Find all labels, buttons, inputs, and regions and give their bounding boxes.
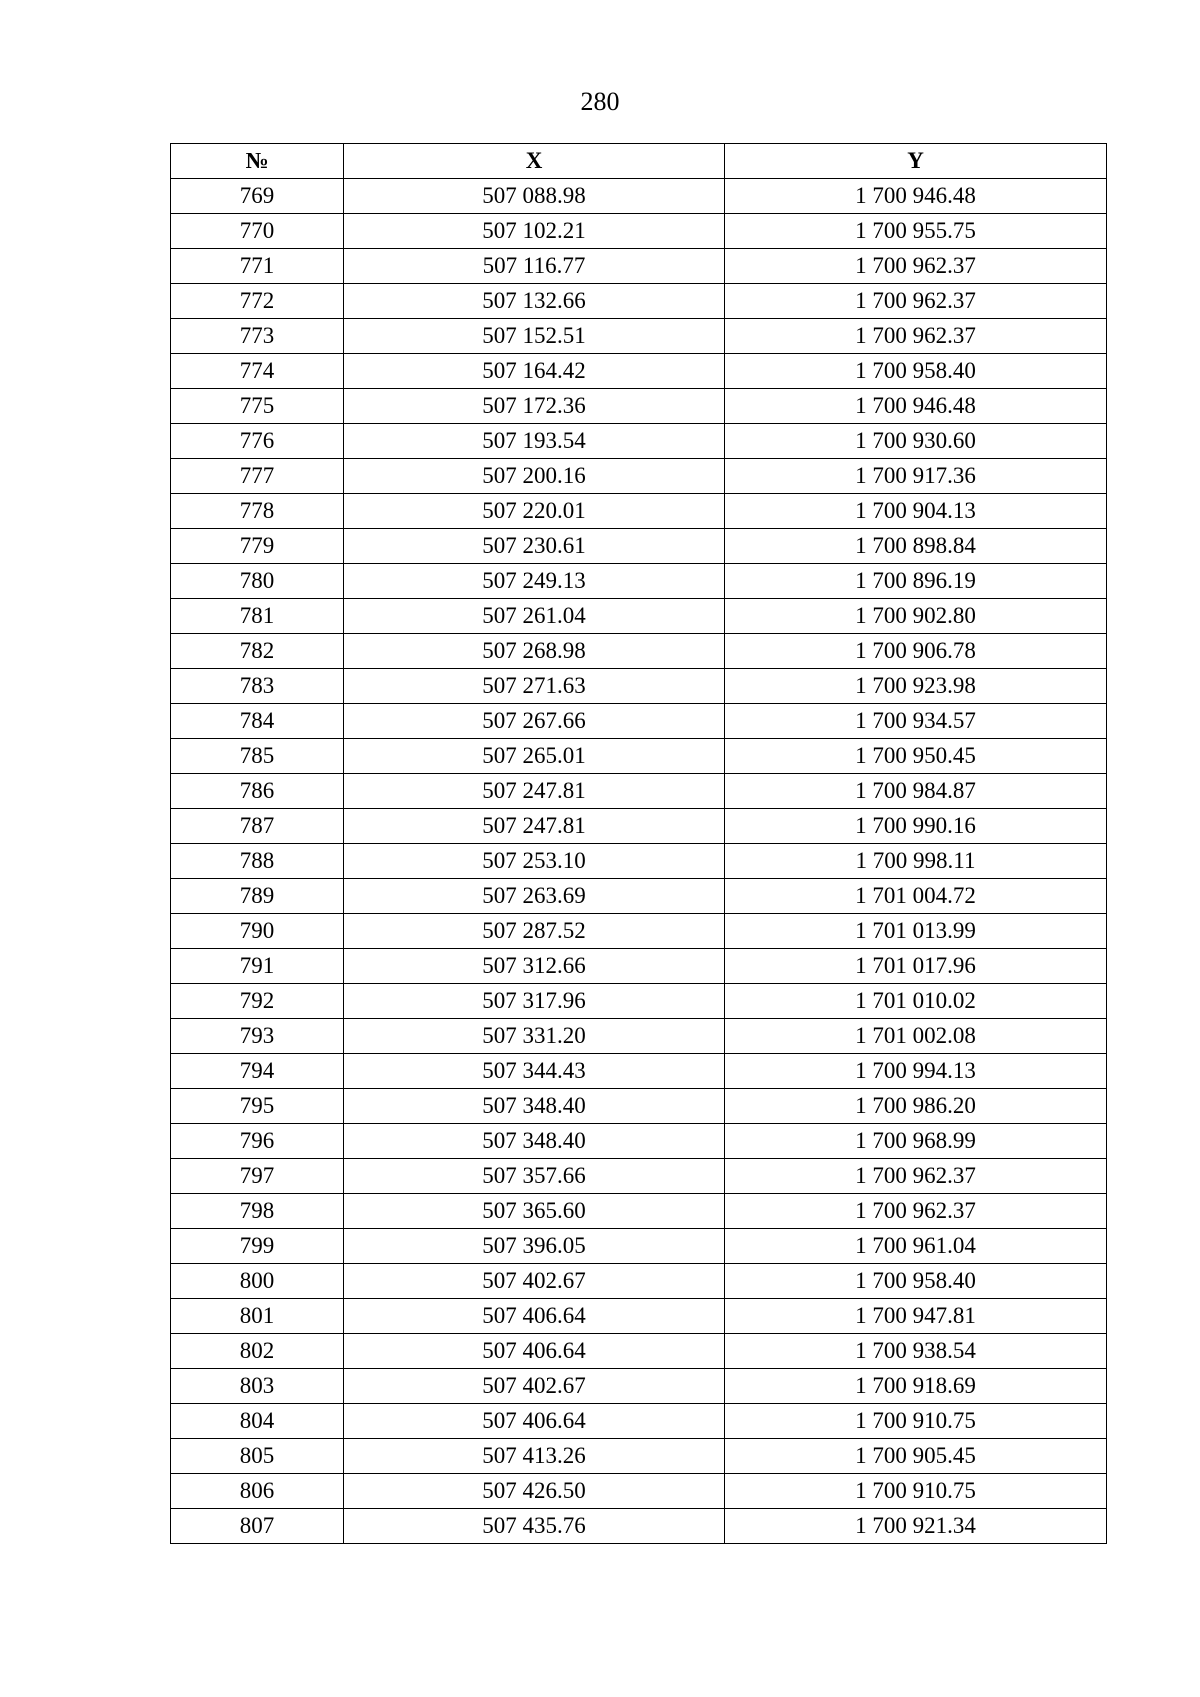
table-row (171, 284, 1107, 319)
x-coordinate-cell: 507 331.20 (344, 1019, 725, 1054)
point-number-cell: 798 (171, 1194, 344, 1229)
table-row (171, 1404, 1107, 1439)
table-row (171, 354, 1107, 389)
point-number-cell: 792 (171, 984, 344, 1019)
x-coordinate-cell: 507 200.16 (344, 459, 725, 494)
point-number-cell: 777 (171, 459, 344, 494)
y-coordinate-cell: 1 700 962.37 (725, 1159, 1107, 1194)
y-coordinate-cell: 1 700 902.80 (725, 599, 1107, 634)
table-row (171, 704, 1107, 739)
point-number-cell: 794 (171, 1054, 344, 1089)
table-row (171, 1439, 1107, 1474)
table-row (171, 459, 1107, 494)
table-row (171, 494, 1107, 529)
y-coordinate-cell: 1 700 986.20 (725, 1089, 1107, 1124)
x-coordinate-cell: 507 088.98 (344, 179, 725, 214)
point-number-cell: 778 (171, 494, 344, 529)
y-coordinate-cell: 1 700 968.99 (725, 1124, 1107, 1159)
x-coordinate-cell: 507 271.63 (344, 669, 725, 704)
x-coordinate-cell: 507 348.40 (344, 1124, 725, 1159)
x-coordinate-cell: 507 396.05 (344, 1229, 725, 1264)
point-number-cell: 771 (171, 249, 344, 284)
y-coordinate-cell: 1 700 918.69 (725, 1369, 1107, 1404)
point-number-cell: 781 (171, 599, 344, 634)
y-coordinate-cell: 1 700 961.04 (725, 1229, 1107, 1264)
table-row (171, 1369, 1107, 1404)
x-coordinate-cell: 507 344.43 (344, 1054, 725, 1089)
y-coordinate-cell: 1 700 998.11 (725, 844, 1107, 879)
table-row (171, 1229, 1107, 1264)
table-row (171, 214, 1107, 249)
y-coordinate-cell: 1 700 958.40 (725, 354, 1107, 389)
y-coordinate-cell: 1 700 904.13 (725, 494, 1107, 529)
table-row (171, 844, 1107, 879)
y-coordinate-cell: 1 700 938.54 (725, 1334, 1107, 1369)
y-coordinate-cell: 1 701 017.96 (725, 949, 1107, 984)
point-number-cell: 772 (171, 284, 344, 319)
table-row (171, 1019, 1107, 1054)
table-row (171, 249, 1107, 284)
table-row (171, 949, 1107, 984)
table-row (171, 1194, 1107, 1229)
y-coordinate-cell: 1 700 910.75 (725, 1474, 1107, 1509)
table-row (171, 564, 1107, 599)
point-number-cell: 796 (171, 1124, 344, 1159)
y-coordinate-cell: 1 700 923.98 (725, 669, 1107, 704)
x-coordinate-cell: 507 406.64 (344, 1334, 725, 1369)
table-row (171, 984, 1107, 1019)
x-coordinate-cell: 507 406.64 (344, 1404, 725, 1439)
point-number-cell: 776 (171, 424, 344, 459)
point-number-cell: 802 (171, 1334, 344, 1369)
x-coordinate-cell: 507 172.36 (344, 389, 725, 424)
point-number-cell: 782 (171, 634, 344, 669)
x-coordinate-cell: 507 268.98 (344, 634, 725, 669)
table-header-row (171, 144, 1107, 179)
x-coordinate-cell: 507 357.66 (344, 1159, 725, 1194)
y-coordinate-cell: 1 701 004.72 (725, 879, 1107, 914)
y-coordinate-cell: 1 700 896.19 (725, 564, 1107, 599)
table-row (171, 1474, 1107, 1509)
point-number-cell: 788 (171, 844, 344, 879)
y-coordinate-cell: 1 700 898.84 (725, 529, 1107, 564)
x-coordinate-cell: 507 263.69 (344, 879, 725, 914)
point-number-cell: 795 (171, 1089, 344, 1124)
x-coordinate-cell: 507 247.81 (344, 809, 725, 844)
y-coordinate-cell: 1 700 910.75 (725, 1404, 1107, 1439)
x-coordinate-cell: 507 426.50 (344, 1474, 725, 1509)
point-number-cell: 789 (171, 879, 344, 914)
point-number-cell: 804 (171, 1404, 344, 1439)
y-coordinate-cell: 1 700 962.37 (725, 284, 1107, 319)
x-coordinate-cell: 507 164.42 (344, 354, 725, 389)
y-coordinate-cell: 1 700 905.45 (725, 1439, 1107, 1474)
y-coordinate-cell: 1 700 962.37 (725, 1194, 1107, 1229)
point-number-cell: 785 (171, 739, 344, 774)
table-row (171, 1264, 1107, 1299)
page-number: 280 (580, 87, 620, 116)
y-coordinate-cell: 1 700 955.75 (725, 214, 1107, 249)
point-number-cell: 800 (171, 1264, 344, 1299)
x-coordinate-cell: 507 348.40 (344, 1089, 725, 1124)
point-number-cell: 799 (171, 1229, 344, 1264)
point-number-cell: 773 (171, 319, 344, 354)
x-coordinate-cell: 507 265.01 (344, 739, 725, 774)
point-number-cell: 786 (171, 774, 344, 809)
point-number-cell: 769 (171, 179, 344, 214)
point-number-cell: 780 (171, 564, 344, 599)
table-row (171, 179, 1107, 214)
column-header-y: Y (725, 144, 1107, 179)
y-coordinate-cell: 1 700 984.87 (725, 774, 1107, 809)
y-coordinate-cell: 1 700 921.34 (725, 1509, 1107, 1544)
y-coordinate-cell: 1 700 950.45 (725, 739, 1107, 774)
table-row (171, 914, 1107, 949)
point-number-cell: 787 (171, 809, 344, 844)
y-coordinate-cell: 1 700 962.37 (725, 249, 1107, 284)
table-row (171, 1054, 1107, 1089)
x-coordinate-cell: 507 253.10 (344, 844, 725, 879)
table-row (171, 1509, 1107, 1544)
table-row (171, 599, 1107, 634)
y-coordinate-cell: 1 701 013.99 (725, 914, 1107, 949)
table-row (171, 774, 1107, 809)
column-header-x: X (344, 144, 725, 179)
y-coordinate-cell: 1 700 946.48 (725, 179, 1107, 214)
point-number-cell: 775 (171, 389, 344, 424)
point-number-cell: 801 (171, 1299, 344, 1334)
x-coordinate-cell: 507 317.96 (344, 984, 725, 1019)
y-coordinate-cell: 1 700 934.57 (725, 704, 1107, 739)
table-body (171, 179, 1107, 1544)
y-coordinate-cell: 1 700 990.16 (725, 809, 1107, 844)
point-number-cell: 803 (171, 1369, 344, 1404)
table-row (171, 529, 1107, 564)
x-coordinate-cell: 507 435.76 (344, 1509, 725, 1544)
table-row (171, 424, 1107, 459)
y-coordinate-cell: 1 700 930.60 (725, 424, 1107, 459)
table-row (171, 1089, 1107, 1124)
column-header-number: № (171, 144, 344, 179)
point-number-cell: 779 (171, 529, 344, 564)
y-coordinate-cell: 1 700 946.48 (725, 389, 1107, 424)
y-coordinate-cell: 1 701 002.08 (725, 1019, 1107, 1054)
x-coordinate-cell: 507 230.61 (344, 529, 725, 564)
x-coordinate-cell: 507 267.66 (344, 704, 725, 739)
y-coordinate-cell: 1 700 962.37 (725, 319, 1107, 354)
y-coordinate-cell: 1 700 906.78 (725, 634, 1107, 669)
x-coordinate-cell: 507 402.67 (344, 1264, 725, 1299)
y-coordinate-cell: 1 701 010.02 (725, 984, 1107, 1019)
coordinates-table (170, 143, 1107, 1544)
point-number-cell: 783 (171, 669, 344, 704)
point-number-cell: 774 (171, 354, 344, 389)
x-coordinate-cell: 507 287.52 (344, 914, 725, 949)
x-coordinate-cell: 507 247.81 (344, 774, 725, 809)
x-coordinate-cell: 507 102.21 (344, 214, 725, 249)
x-coordinate-cell: 507 406.64 (344, 1299, 725, 1334)
x-coordinate-cell: 507 152.51 (344, 319, 725, 354)
point-number-cell: 797 (171, 1159, 344, 1194)
point-number-cell: 791 (171, 949, 344, 984)
point-number-cell: 784 (171, 704, 344, 739)
point-number-cell: 770 (171, 214, 344, 249)
x-coordinate-cell: 507 116.77 (344, 249, 725, 284)
table-row (171, 669, 1107, 704)
y-coordinate-cell: 1 700 917.36 (725, 459, 1107, 494)
point-number-cell: 805 (171, 1439, 344, 1474)
table-row (171, 809, 1107, 844)
x-coordinate-cell: 507 402.67 (344, 1369, 725, 1404)
point-number-cell: 790 (171, 914, 344, 949)
x-coordinate-cell: 507 249.13 (344, 564, 725, 599)
table-row (171, 879, 1107, 914)
table-row (171, 1124, 1107, 1159)
y-coordinate-cell: 1 700 994.13 (725, 1054, 1107, 1089)
x-coordinate-cell: 507 413.26 (344, 1439, 725, 1474)
point-number-cell: 793 (171, 1019, 344, 1054)
table-row (171, 319, 1107, 354)
table-row (171, 634, 1107, 669)
x-coordinate-cell: 507 261.04 (344, 599, 725, 634)
x-coordinate-cell: 507 312.66 (344, 949, 725, 984)
x-coordinate-cell: 507 132.66 (344, 284, 725, 319)
table-row (171, 1299, 1107, 1334)
table-row (171, 739, 1107, 774)
x-coordinate-cell: 507 220.01 (344, 494, 725, 529)
point-number-cell: 806 (171, 1474, 344, 1509)
point-number-cell: 807 (171, 1509, 344, 1544)
x-coordinate-cell: 507 365.60 (344, 1194, 725, 1229)
x-coordinate-cell: 507 193.54 (344, 424, 725, 459)
table-row (171, 1159, 1107, 1194)
table-row (171, 389, 1107, 424)
table-row (171, 1334, 1107, 1369)
y-coordinate-cell: 1 700 958.40 (725, 1264, 1107, 1299)
y-coordinate-cell: 1 700 947.81 (725, 1299, 1107, 1334)
